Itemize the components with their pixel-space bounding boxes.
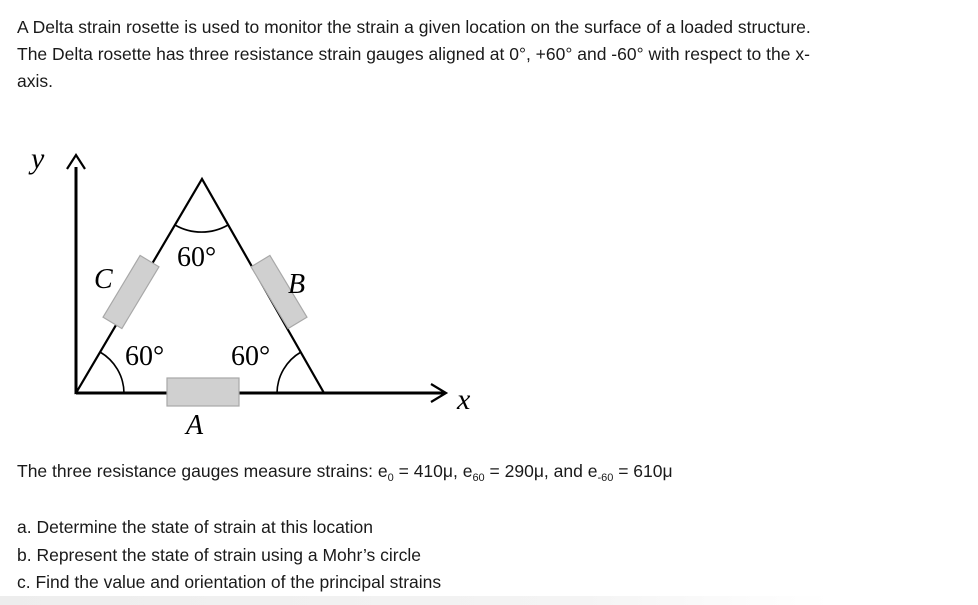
left-angle-arc [100,352,124,393]
right-angle-arc [277,352,301,393]
gauge-c-label: C [94,264,113,295]
top-angle-arc [175,225,228,232]
measurement-lead: The three resistance gauges measure strains: e [17,461,388,481]
measurement-text [17,458,673,485]
task-c: c. Find the value and orientation of the principal strains [17,572,442,592]
y-axis-arrowhead [67,155,85,169]
task-b: b. Represent the state of strain using a Mohr’s circle [17,544,421,565]
e0-subscript: 0 [387,472,394,484]
gauge-a-label: A [186,410,204,441]
y-axis-label: y [31,142,45,175]
problem-intro-text: A Delta strain rosette is used to monitor the strain a given location on the surface of a loaded structure. The Delta rosette has three resistance strain gauges aligned at 0°, +60° and -60° with respect to the x-axis. [17,17,811,91]
left-angle-label: 60° [125,341,165,372]
gauge-a [167,378,239,406]
em60-subscript: -60 [597,472,614,484]
bottom-shade [0,596,830,605]
top-angle-label: 60° [177,242,217,273]
e60-value: = 290μ, and e [484,461,598,481]
e0-value: = 410μ, e [393,461,473,481]
gauge-b-label: B [288,269,306,300]
task-list [17,514,441,597]
delta-rosette-figure [20,135,520,445]
right-angle-label: 60° [231,341,271,372]
task-a: a. Determine the state of strain at this location [17,517,374,537]
x-axis-label: x [457,383,471,416]
em60-value: = 610μ [613,461,673,481]
e60-subscript: 60 [472,472,485,484]
